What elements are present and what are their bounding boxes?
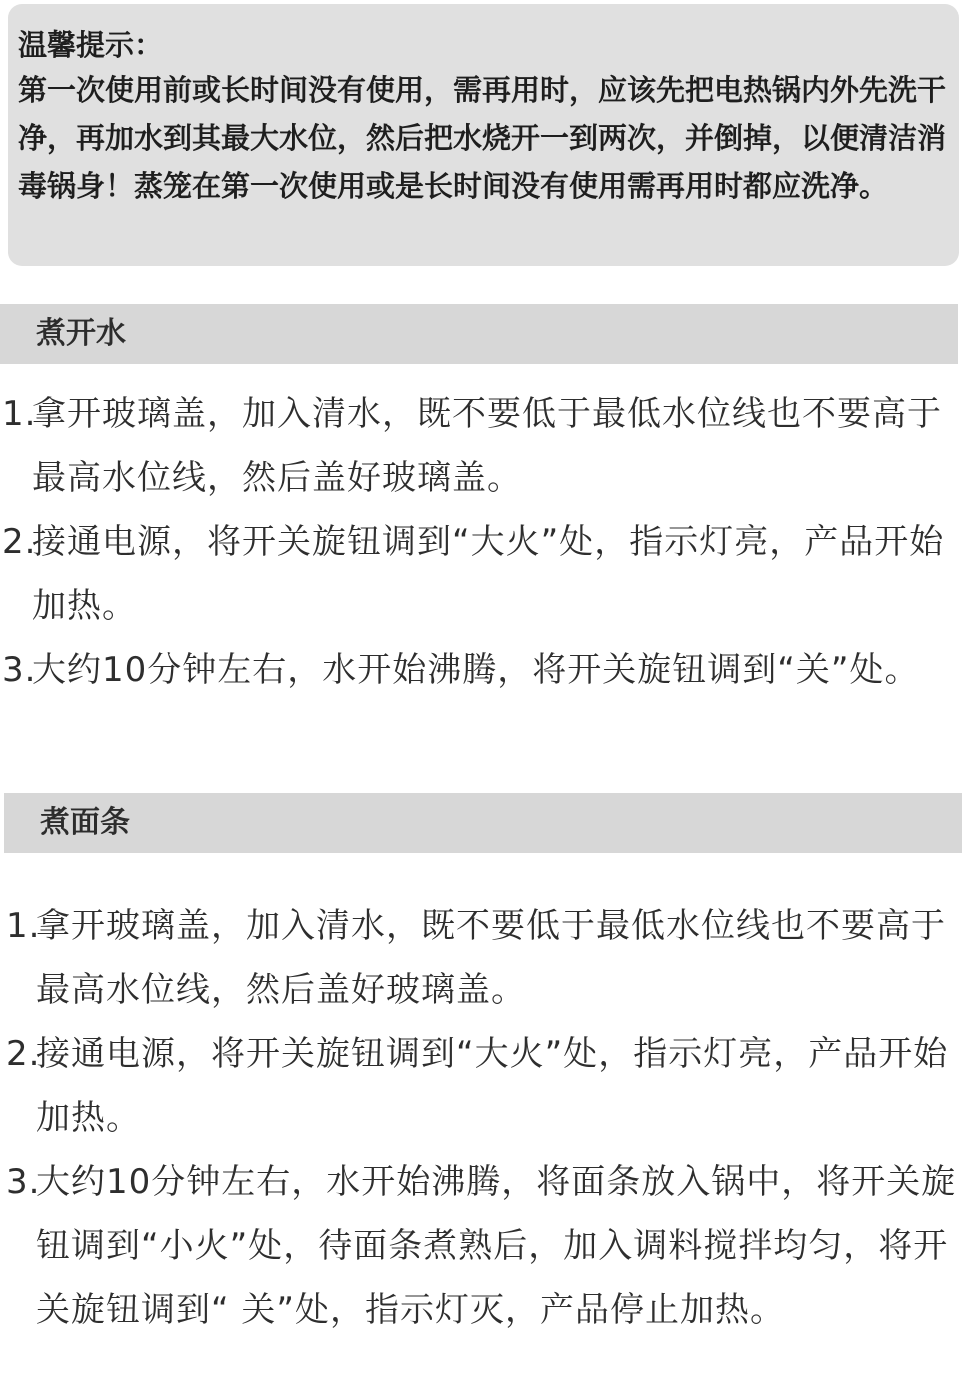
boil-water-steps <box>0 382 962 702</box>
cook-noodles-steps <box>4 894 962 1342</box>
step-number: 1. <box>6 906 41 946</box>
step-item <box>4 1022 962 1150</box>
step-number: 1. <box>2 394 37 434</box>
warm-tip-body: 第一次使用前或长时间没有使用，需再用时，应该先把电热锅内外先洗干净，再加水到其最大水位，然后把水烧开一到两次，并倒掉，以便清洁消毒锅身！蒸笼在第一次使用或是长时间没有使用需再用时都应洗净。 <box>18 73 947 203</box>
step-number: 3. <box>6 1162 41 1202</box>
step-text: 接通电源，将开关旋钮调到“大火”处，指示灯亮，产品开始加热。 <box>32 522 945 626</box>
step-item <box>0 638 962 702</box>
warm-tip-box <box>8 4 959 266</box>
step-text: 拿开玻璃盖，加入清水，既不要低于最低水位线也不要高于最高水位线，然后盖好玻璃盖。 <box>36 906 946 1010</box>
step-number: 2. <box>2 522 37 562</box>
step-number: 2. <box>6 1034 41 1074</box>
step-text: 拿开玻璃盖，加入清水，既不要低于最低水位线也不要高于最高水位线，然后盖好玻璃盖。 <box>32 394 942 498</box>
section-heading-boil-water: 煮开水 <box>0 304 958 364</box>
step-number: 3. <box>2 650 37 690</box>
warm-tip-title: 温馨提示： <box>18 28 164 62</box>
step-text: 大约10分钟左右，水开始沸腾，将面条放入锅中，将开关旋钮调到“小火”处，待面条煮熟后，加入调料搅拌均匀，将开关旋钮调到“ 关”处，指示灯灭，产品停止加热。 <box>36 1162 957 1330</box>
step-item <box>0 382 962 510</box>
step-text: 大约10分钟左右，水开始沸腾，将开关旋钮调到“关”处。 <box>32 650 920 690</box>
section-heading-cook-noodles: 煮面条 <box>4 793 962 853</box>
step-text: 接通电源，将开关旋钮调到“大火”处，指示灯亮，产品开始加热。 <box>36 1034 949 1138</box>
step-item <box>4 894 962 1022</box>
step-item <box>0 510 962 638</box>
step-item <box>4 1150 962 1342</box>
